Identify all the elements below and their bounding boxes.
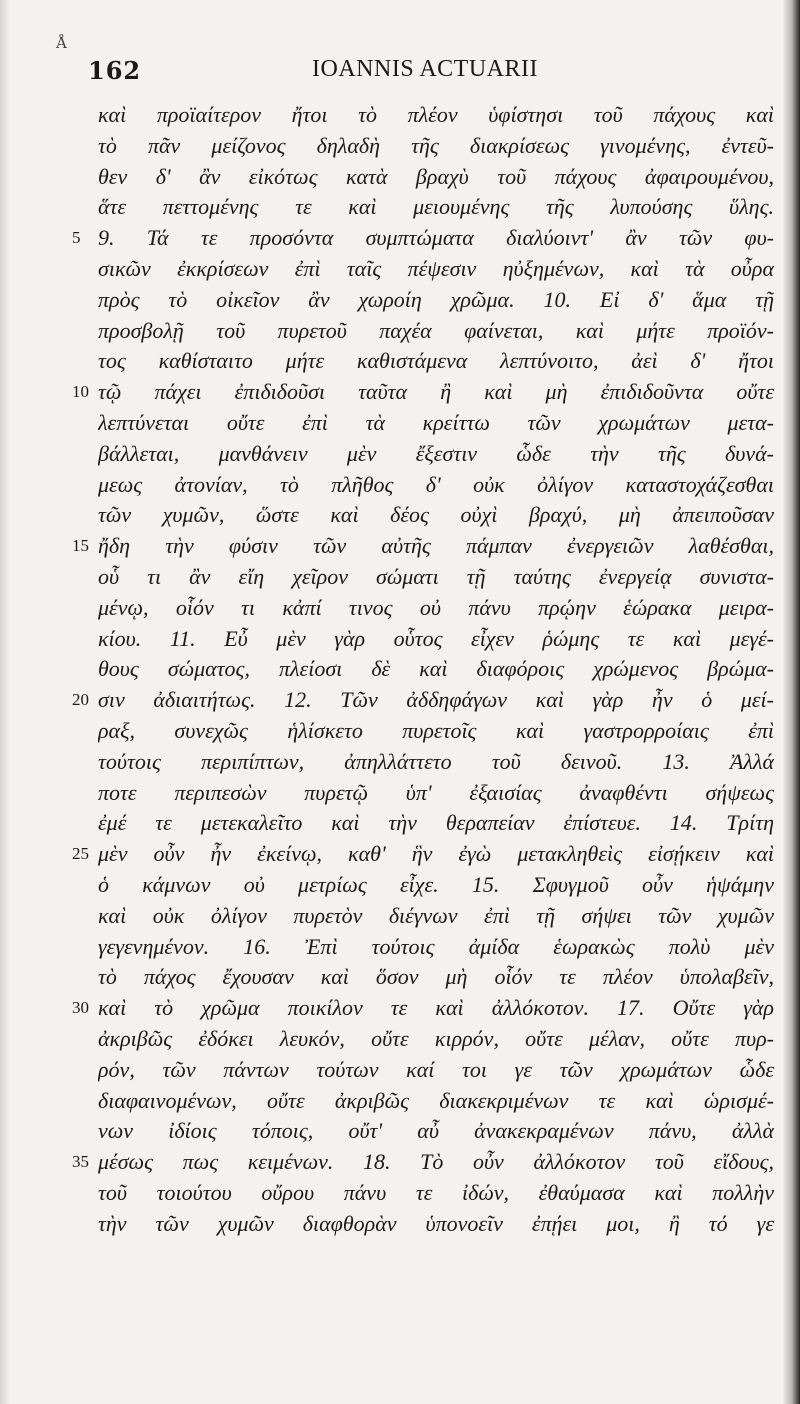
text-line [0,100,800,131]
page-number: 162 [88,56,142,85]
line-number: 15 [72,536,89,556]
line-text: θεν δ' ἂν εἰκότως κατὰ βραχὺ τοῦ πάχους ἀφαιρουμένου, [98,163,774,189]
text-line [0,377,800,408]
text-line [0,593,800,624]
text-line [0,192,800,223]
line-text: τος καθίσταιτο μήτε καθιστάμενα λεπτύνοιτο, ἀεὶ δ' ἤτοι [98,348,774,374]
line-number: 35 [72,1152,89,1172]
running-head [0,56,800,96]
text-line [0,932,800,963]
line-text: μέσως πως κειμένων. 18. Τὸ οὖν ἀλλόκοτον τοῦ εἴδους, [98,1149,774,1175]
text-line [0,993,800,1024]
text-line [0,562,800,593]
line-text: τῷ πάχει ἐπιδιδοῦσι ταῦτα ἢ καὶ μὴ ἐπιδιδοῦντα οὔτε [98,379,774,405]
line-text: μένῳ, οἷόν τι κἀπί τινος οὐ πάνυ πρῴην ἑώρακα μειρα- [98,594,774,620]
text-line [0,870,800,901]
line-text: νων ἰδίοις τόποις, οὔτ' αὖ ἀνακεκραμένων πάνυ, ἀλλὰ [98,1118,774,1144]
line-text: σιν ἀδιαιτήτως. 12. Τῶν ἀδδηφάγων καὶ γὰρ ἦν ὁ μεί- [98,687,774,713]
library-stamp-mark: Å [56,34,67,52]
line-number: 20 [72,690,89,710]
line-text: μὲν οὖν ἦν ἐκείνῳ, καθ' ἣν ἐγὼ μετακληθεὶς εἰσῄκειν καὶ [98,841,774,867]
line-text: λεπτύνεται οὔτε ἐπὶ τὰ κρείττω τῶν χρωμάτων μετα- [98,409,774,435]
text-line [0,223,800,254]
line-text: τούτοις περιπίπτων, ἀπηλλάττετο τοῦ δεινοῦ. 13. Ἀλλά [98,748,774,774]
text-line [0,346,800,377]
line-number: 5 [72,228,81,248]
line-text: προσβολῇ τοῦ πυρετοῦ παχέα φαίνεται, καὶ μήτε προϊόν- [98,317,774,343]
text-line [0,716,800,747]
text-line [0,901,800,932]
line-text: ἅτε πεττομένης τε καὶ μειουμένης τῆς λυπούσης ὕλης. [98,194,774,220]
line-text: τὸ πᾶν μείζονος δηλαδὴ τῆς διακρίσεως γινομένης, ἐντεῦ- [98,132,774,158]
line-text: ὁ κάμνων οὐ μετρίως εἶχε. 15. Σφυγμοῦ οὖν ἡψάμην [98,871,774,897]
line-text: σικῶν ἐκκρίσεων ἐπὶ ταῖς πέψεσιν ηὐξημένων, καὶ τὰ οὖρα [98,255,774,281]
line-text: ρόν, τῶν πάντων τούτων καί τοι γε τῶν χρωμάτων ὧδε [98,1056,774,1082]
text-line [0,439,800,470]
text-line [0,1116,800,1147]
line-text: καὶ τὸ χρῶμα ποικίλον τε καὶ ἀλλόκοτον. 17. Οὔτε γὰρ [98,995,774,1021]
line-text: ἐμέ τε μετεκαλεῖτο καὶ τὴν θεραπείαν ἐπίστευε. 14. Τρίτη [98,810,774,836]
text-line [0,808,800,839]
text-line [0,839,800,870]
line-text: 9. Τά τε προσόντα συμπτώματα διαλύοιντ' ἂν τῶν φυ- [98,225,774,251]
line-text: ἀκριβῶς ἐδόκει λευκόν, οὔτε κιρρόν, οὔτε μέλαν, οὔτε πυρ- [98,1025,774,1051]
line-number: 10 [72,382,89,402]
text-line [0,162,800,193]
text-line [0,685,800,716]
text-line [0,1024,800,1055]
line-text: βάλλεται, μανθάνειν μὲν ἔξεστιν ὧδε τὴν τῆς δυνά- [98,440,774,466]
text-line [0,316,800,347]
text-line [0,254,800,285]
line-text: γεγενημένον. 16. Ἐπὶ τούτοις ἀμίδα ἑωρακὼς πολὺ μὲν [98,933,774,959]
text-line [0,1209,800,1240]
text-line [0,408,800,439]
text-line [0,1086,800,1117]
text-line [0,500,800,531]
text-line [0,1055,800,1086]
line-text: ἤδη τὴν φύσιν τῶν αὐτῆς πάμπαν ἐνεργειῶν λαθέσθαι, [98,533,774,559]
text-line [0,747,800,778]
text-line [0,654,800,685]
line-text: καὶ οὐκ ὀλίγον πυρετὸν διέγνων ἐπὶ τῇ σήψει τῶν χυμῶν [98,902,774,928]
text-line [0,131,800,162]
line-text: κίου. 11. Εὖ μὲν γὰρ οὗτος εἶχεν ῥώμης τε καὶ μεγέ- [98,625,774,651]
line-text: ραξ, συνεχῶς ἡλίσκετο πυρετοῖς καὶ γαστρορροίαις ἐπὶ [98,717,774,743]
line-text: μεως ἀτονίαν, τὸ πλῆθος δ' οὐκ ὀλίγον καταστοχάζεσθαι [98,471,774,497]
line-text: θους σώματος, πλείοσι δὲ καὶ διαφόροις χρώμενος βρώμα- [98,656,774,682]
text-line [0,624,800,655]
line-text: τῶν χυμῶν, ὥστε καὶ δέος οὐχὶ βραχύ, μὴ ἀπειποῦσαν [98,502,774,528]
text-line [0,285,800,316]
line-number: 30 [72,998,89,1018]
line-text: τὸ πάχος ἔχουσαν καὶ ὅσον μὴ οἷόν τε πλέον ὑπολαβεῖν, [98,964,774,990]
text-line [0,778,800,809]
body-text [0,100,800,1239]
text-line [0,962,800,993]
running-title: IOANNIS ACTUARII [312,56,538,82]
line-text: πρὸς τὸ οἰκεῖον ἂν χωροίη χρῶμα. 10. Εἰ δ' ἅμα τῇ [98,286,774,312]
line-text: τὴν τῶν χυμῶν διαφθορὰν ὑπονοεῖν ἐπῄει μοι, ἢ τό γε [98,1210,774,1236]
text-line [0,1178,800,1209]
text-line [0,531,800,562]
text-line [0,1147,800,1178]
line-text: οὗ τι ἂν εἴη χεῖρον σώματι τῇ ταύτης ἐνεργείᾳ συνιστα- [98,563,774,589]
line-text: ποτε περιπεσὼν πυρετῷ ὑπ' ἐξαισίας ἀναφθέντι σήψεως [98,779,774,805]
line-text: καὶ προϊαίτερον ἤτοι τὸ πλέον ὑφίστησι τοῦ πάχους καὶ [98,102,774,127]
line-text: διαφαινομένων, οὔτε ἀκριβῶς διακεκριμένων τε καὶ ὡρισμέ- [98,1087,774,1113]
line-text: τοῦ τοιούτου οὔρου πάνυ τε ἰδών, ἐθαύμασα καὶ πολλὴν [98,1179,774,1205]
line-number: 25 [72,844,89,864]
text-line [0,470,800,501]
